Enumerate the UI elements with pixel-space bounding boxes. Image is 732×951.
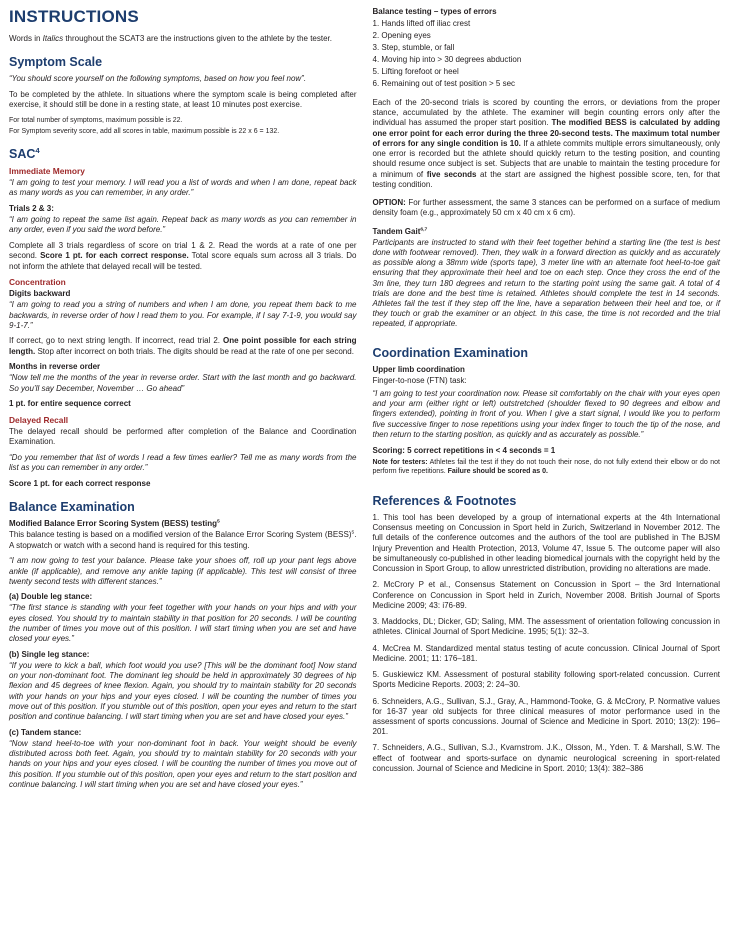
- immediate-memory-quote: “I am going to test your memory. I will read you a list of words and when I am done, repeat back as many words as you can remember, in any order.”: [9, 178, 357, 198]
- reference-item: 7. Schneiders, A.G., Sullivan, S.J., Kvarnstrom. J.K., Olsson, M., Yden. T. & Marshall, S.W. The effect of footwear and sports-surface on dynamic neurological screening in sport-related concussion. Journal of Science and Medicine in Sport. 2010; 13(4): 382–386: [372, 743, 720, 773]
- option-paragraph: [373, 198, 721, 218]
- digits-backward-label: Digits backward: [9, 289, 71, 299]
- text-segment: . A stopwatch or watch with a second hand is required for this testing.: [9, 530, 357, 550]
- bold-segment: Score 1 pt. for each correct response.: [40, 251, 189, 261]
- coordination-quote: “I am going to test your coordination now. Please sit comfortably on the chair with your eyes open and your arm (either right or left) outstretched (shoulder flexed to 90 degrees and elbow and fingers extended), pointing in front of you. When I give a start signal, I would like you to perform five successive finger to nose repetitions using your index finger to touch the tip of the nose, and then return to the starting position, as quickly and as accurately as possible.”: [372, 388, 720, 439]
- reference-item: 5. Guskiewicz KM. Assessment of postural stability following sport-related concussion. Current Sports Medicine Reports. 2003; 2: 24–30.: [372, 670, 720, 690]
- concentration-heading: Concentration: [9, 277, 66, 288]
- reference-item: 6. Schneiders, A.G., Sullivan, S.J., Gray, A., Hammond-Tooke, G. & McCrory, P. Normative values for 16-37 year old subjects for three clinical measures of motor performance used in the assessment of sports concussions. Journal of Science and Medicine in Sport. 2010; 13(2): 196–201.: [372, 696, 720, 737]
- coordination-note: [373, 458, 721, 476]
- superscript: 4: [35, 145, 40, 155]
- error-item: 6. Remaining out of test position > 5 sec: [372, 79, 516, 88]
- text-segment: This balance testing is based on a modified version of the Balance Error Scoring System (BESS): [9, 530, 352, 540]
- text-segment: Athletes fail the test if they do not touch their nose, do not fully extend their elbow or do not perform five repetitions.: [372, 458, 720, 475]
- trials-2-3-quote: “I am going to repeat the same list again. Repeat back as many words as you can remember in any order, even if you said the word before.”: [9, 215, 357, 235]
- upper-limb-coordination-label: Upper limb coordination: [372, 364, 465, 374]
- delayed-recall-heading: Delayed Recall: [9, 415, 69, 426]
- text-segment: throughout the SCAT3 are the instructions given to the athlete by the tester.: [63, 34, 332, 43]
- text-segment: If correct, go to next string length. If incorrect, read trial 2.: [9, 336, 223, 346]
- text-segment: If a athlete commits multiple errors simultaneously, only one error is recorded but the athlete should quickly return to the testing position, and counting should resume once subject is set. Subjects that are unable to maintain the testing procedure for a minimum of: [372, 138, 720, 179]
- bold-segment: OPTION:: [372, 198, 406, 208]
- text-segment: Complete all 3 trials regardless of score on trial 1 & 2. Read the words at a rate of one per second.: [9, 241, 357, 261]
- reference-item: 3. Maddocks, DL; Dicker, GD; Saling, MM. The assessment of orientation following concussion in athletes. Clinical Journal of Sport Medicine. 1995; 5(1): 32–3.: [372, 617, 720, 637]
- stance-a-label: (a) Double leg stance:: [9, 592, 93, 602]
- text-segment: Total score equals sum across all 3 trials. Do not inform the athlete that delayed recall will be tested.: [9, 251, 357, 271]
- digits-backward-note: [9, 336, 357, 356]
- references-heading: References & Footnotes: [372, 494, 517, 509]
- superscript: 5: [217, 519, 220, 525]
- bess-scoring-paragraph: [373, 98, 721, 190]
- bess-body: [9, 530, 357, 550]
- reference-item: 1. This tool has been developed by a group of international experts at the 4th International Consensus meeting on Concussion in Sport held in Zurich, Switzerland in November 2012. The full details of the conference outcomes and the authors of the tool are published in The BJSM Injury Prevention and Health Protection, 2013, Volume 47, Issue 5. The outcome paper will also be simultaneously co-published in other leading biomedical journals with the copyright held by the Concussion in Sport Group, to allow unrestricted distribution, providing no alterations are made.: [372, 513, 720, 574]
- stance-b-quote: “If you were to kick a ball, which foot would you use? [This will be the dominant foot] Now stand on your non-dominant foot. The dominant leg should be held in approximately 30 degrees of hip flexion and 45 degrees of knee flexion. Again, you should try to maintain stability for 20 seconds with your hands on your hips and your eyes closed. I will be counting the number of times you move out of this position. If you stumble out of this position, open your eyes and return to the start position and continue balancing. I will start timing when you are set and have closed your eyes.”: [9, 660, 357, 722]
- text-segment: Each of the 20-second trials is scored by counting the errors, or deviations from the proper stance, accumulated by the athlete. The examiner will begin counting errors only after the individual has assumed the proper start position.: [372, 98, 720, 128]
- left-column: [9, 7, 357, 945]
- bold-segment: Note for testers:: [372, 458, 428, 466]
- stance-a-quote: “The first stance is standing with your feet together with your hands on your hips and with your eyes closed. You should try to maintain stability in that position for 20 seconds. I will be counting the number of times you move out of this position. I will start timing when you are set and have closed your eyes.”: [9, 603, 357, 644]
- error-item: 1. Hands lifted off iliac crest: [372, 19, 471, 28]
- stance-c-label: (c) Tandem stance:: [9, 727, 82, 737]
- bold-segment: The modified BESS is calculated by adding one error point for each error during the three 20-second tests. The maximum total number of errors for any single condition is 10.: [372, 118, 721, 148]
- error-item: 4. Moving hip into > 30 degrees abduction: [372, 55, 522, 64]
- symptom-note-total: For total number of symptoms, maximum possible is 22.: [9, 116, 183, 124]
- delayed-recall-score-note: Score 1 pt. for each correct response: [9, 479, 151, 489]
- instructions-title: INSTRUCTIONS: [9, 7, 139, 26]
- immediate-memory-heading: Immediate Memory: [9, 166, 85, 177]
- sac-heading: [9, 147, 357, 161]
- digits-backward-quote: “I am going to read you a string of numbers and when I am done, you repeat them back to me backwards, in reverse order of how I read them to you. For example, if I say 7-1-9, you would say 9-1-7.”: [9, 300, 357, 330]
- italic-segment: Italics: [42, 34, 64, 43]
- error-item: 3. Step, stumble, or fall: [372, 43, 455, 52]
- delayed-recall-body: The delayed recall should be performed after completion of the Balance and Coordination Examination.: [9, 427, 357, 447]
- coordination-examination-heading: Coordination Examination: [372, 345, 529, 360]
- immediate-memory-note: [9, 241, 357, 272]
- months-reverse-quote: “Now tell me the months of the year in reverse order. Start with the last month and go backward. So you’ll say December, November … Go ahead”: [9, 373, 357, 393]
- balance-examination-heading: Balance Examination: [9, 500, 135, 515]
- bold-segment: five seconds: [426, 169, 477, 179]
- text-segment: Words in: [9, 34, 43, 43]
- coordination-scoring: Scoring: 5 correct repetitions in < 4 seconds = 1: [372, 445, 556, 455]
- months-score-note: 1 pt. for entire sequence correct: [9, 399, 131, 409]
- bold-segment: Failure should be scored as 0.: [447, 467, 548, 475]
- stance-b-label: (b) Single leg stance:: [9, 649, 90, 659]
- stance-c-quote: “Now stand heel-to-toe with your non-dominant foot in back. Your weight should be evenly distributed across both feet. Again, you should try to maintain stability for 20 seconds with your hands on your hips and your eyes closed. I will be counting the number of times you move out of this position. If you stumble out of this position, open your eyes and return to the start position and continue balancing. I will start timing when you are set and have closed your eyes.”: [9, 738, 357, 789]
- right-column: [373, 7, 721, 945]
- superscript: 6,7: [420, 226, 428, 232]
- tandem-gait-label: [373, 227, 721, 236]
- text-segment: For further assessment, the same 3 stances can be performed on a surface of medium density foam (e.g., approximately 50 cm x 40 cm x 6 cm).: [372, 198, 720, 218]
- symptom-note-severity: For Symptom severity score, add all scores in table, maximum possible is 22 x 6 = 132.: [9, 128, 280, 136]
- reference-item: 4. McCrea M. Standardized mental status testing of acute concussion. Clinical Journal of Sport Medicine. 2001; 11: 176–181.: [372, 643, 720, 663]
- balance-intro-quote: “I am now going to test your balance. Please take your shoes off, roll up your pant legs above ankle (if applicable), and remove any ankle taping (if applicable). This test will consist of three twenty second tests with different stances.”: [9, 556, 357, 586]
- ftn-task-label: Finger-to-nose (FTN) task:: [372, 375, 467, 385]
- symptom-scale-body: To be completed by the athlete. In situations where the symptom scale is being completed after exercise, it should still be done in a resting state, at least 10 minutes post exercise.: [9, 89, 357, 110]
- text-segment: Stop after incorrect on both trials. The digits should be read at the rate of one per second.: [35, 346, 354, 356]
- text-segment: Modified Balance Error Scoring System (BESS) testing: [9, 519, 218, 529]
- tandem-gait-description: Participants are instructed to stand with their feet together behind a starting line (the test is best done with footwear removed). Then, they walk in a forward direction as quickly and as accurately as possible along a 38mm wide (sports tape), 3 meter line with an alternate foot heel-to-toe gait ensuring that they approximate their heel and toe on each step. Once they cross the end of the 3m line, they turn 180 degrees and return to the starting point using the same gait. A total of 4 trials are done and the best time is retained. Athletes should complete the test in 14 seconds. Athletes fail the test if they step off the line, have a separation between their heel and toe, or if they touch or grab the examiner or an object. In this case, the time is not recorded and the trial repeated, if appropriate.: [372, 237, 720, 329]
- superscript: 5: [351, 530, 355, 536]
- text-segment: at the start are assigned the highest possible score, ten, for that testing condition.: [372, 169, 721, 189]
- delayed-recall-quote: “Do you remember that list of words I read a few times earlier? Tell me as many words from the list as you can remember in any order.”: [9, 453, 357, 473]
- symptom-scale-quote: “You should score yourself on the following symptoms, based on how you feel now”.: [9, 74, 307, 84]
- text-segment: Tandem Gait: [372, 226, 421, 236]
- balance-errors-heading: Balance testing – types of errors: [372, 7, 497, 16]
- bold-segment: One point possible for each string length.: [9, 336, 357, 356]
- text-segment: SAC: [9, 147, 36, 162]
- bess-testing-label: [9, 519, 357, 528]
- intro-paragraph: [9, 34, 357, 44]
- symptom-scale-heading: Symptom Scale: [9, 55, 103, 70]
- error-item: 5. Lifting forefoot or heel: [372, 67, 459, 76]
- balance-errors-list: [373, 18, 721, 90]
- trials-2-3-label: Trials 2 & 3:: [9, 204, 54, 214]
- error-item: 2. Opening eyes: [372, 31, 431, 40]
- reference-item: 2. McCrory P et al., Consensus Statement on Concussion in Sport – the 3rd International Conference on Concussion in Sport held in Zurich, November 2008. British Journal of Sports Medicine 2009; 43: i76-89.: [372, 580, 720, 610]
- months-reverse-label: Months in reverse order: [9, 362, 101, 372]
